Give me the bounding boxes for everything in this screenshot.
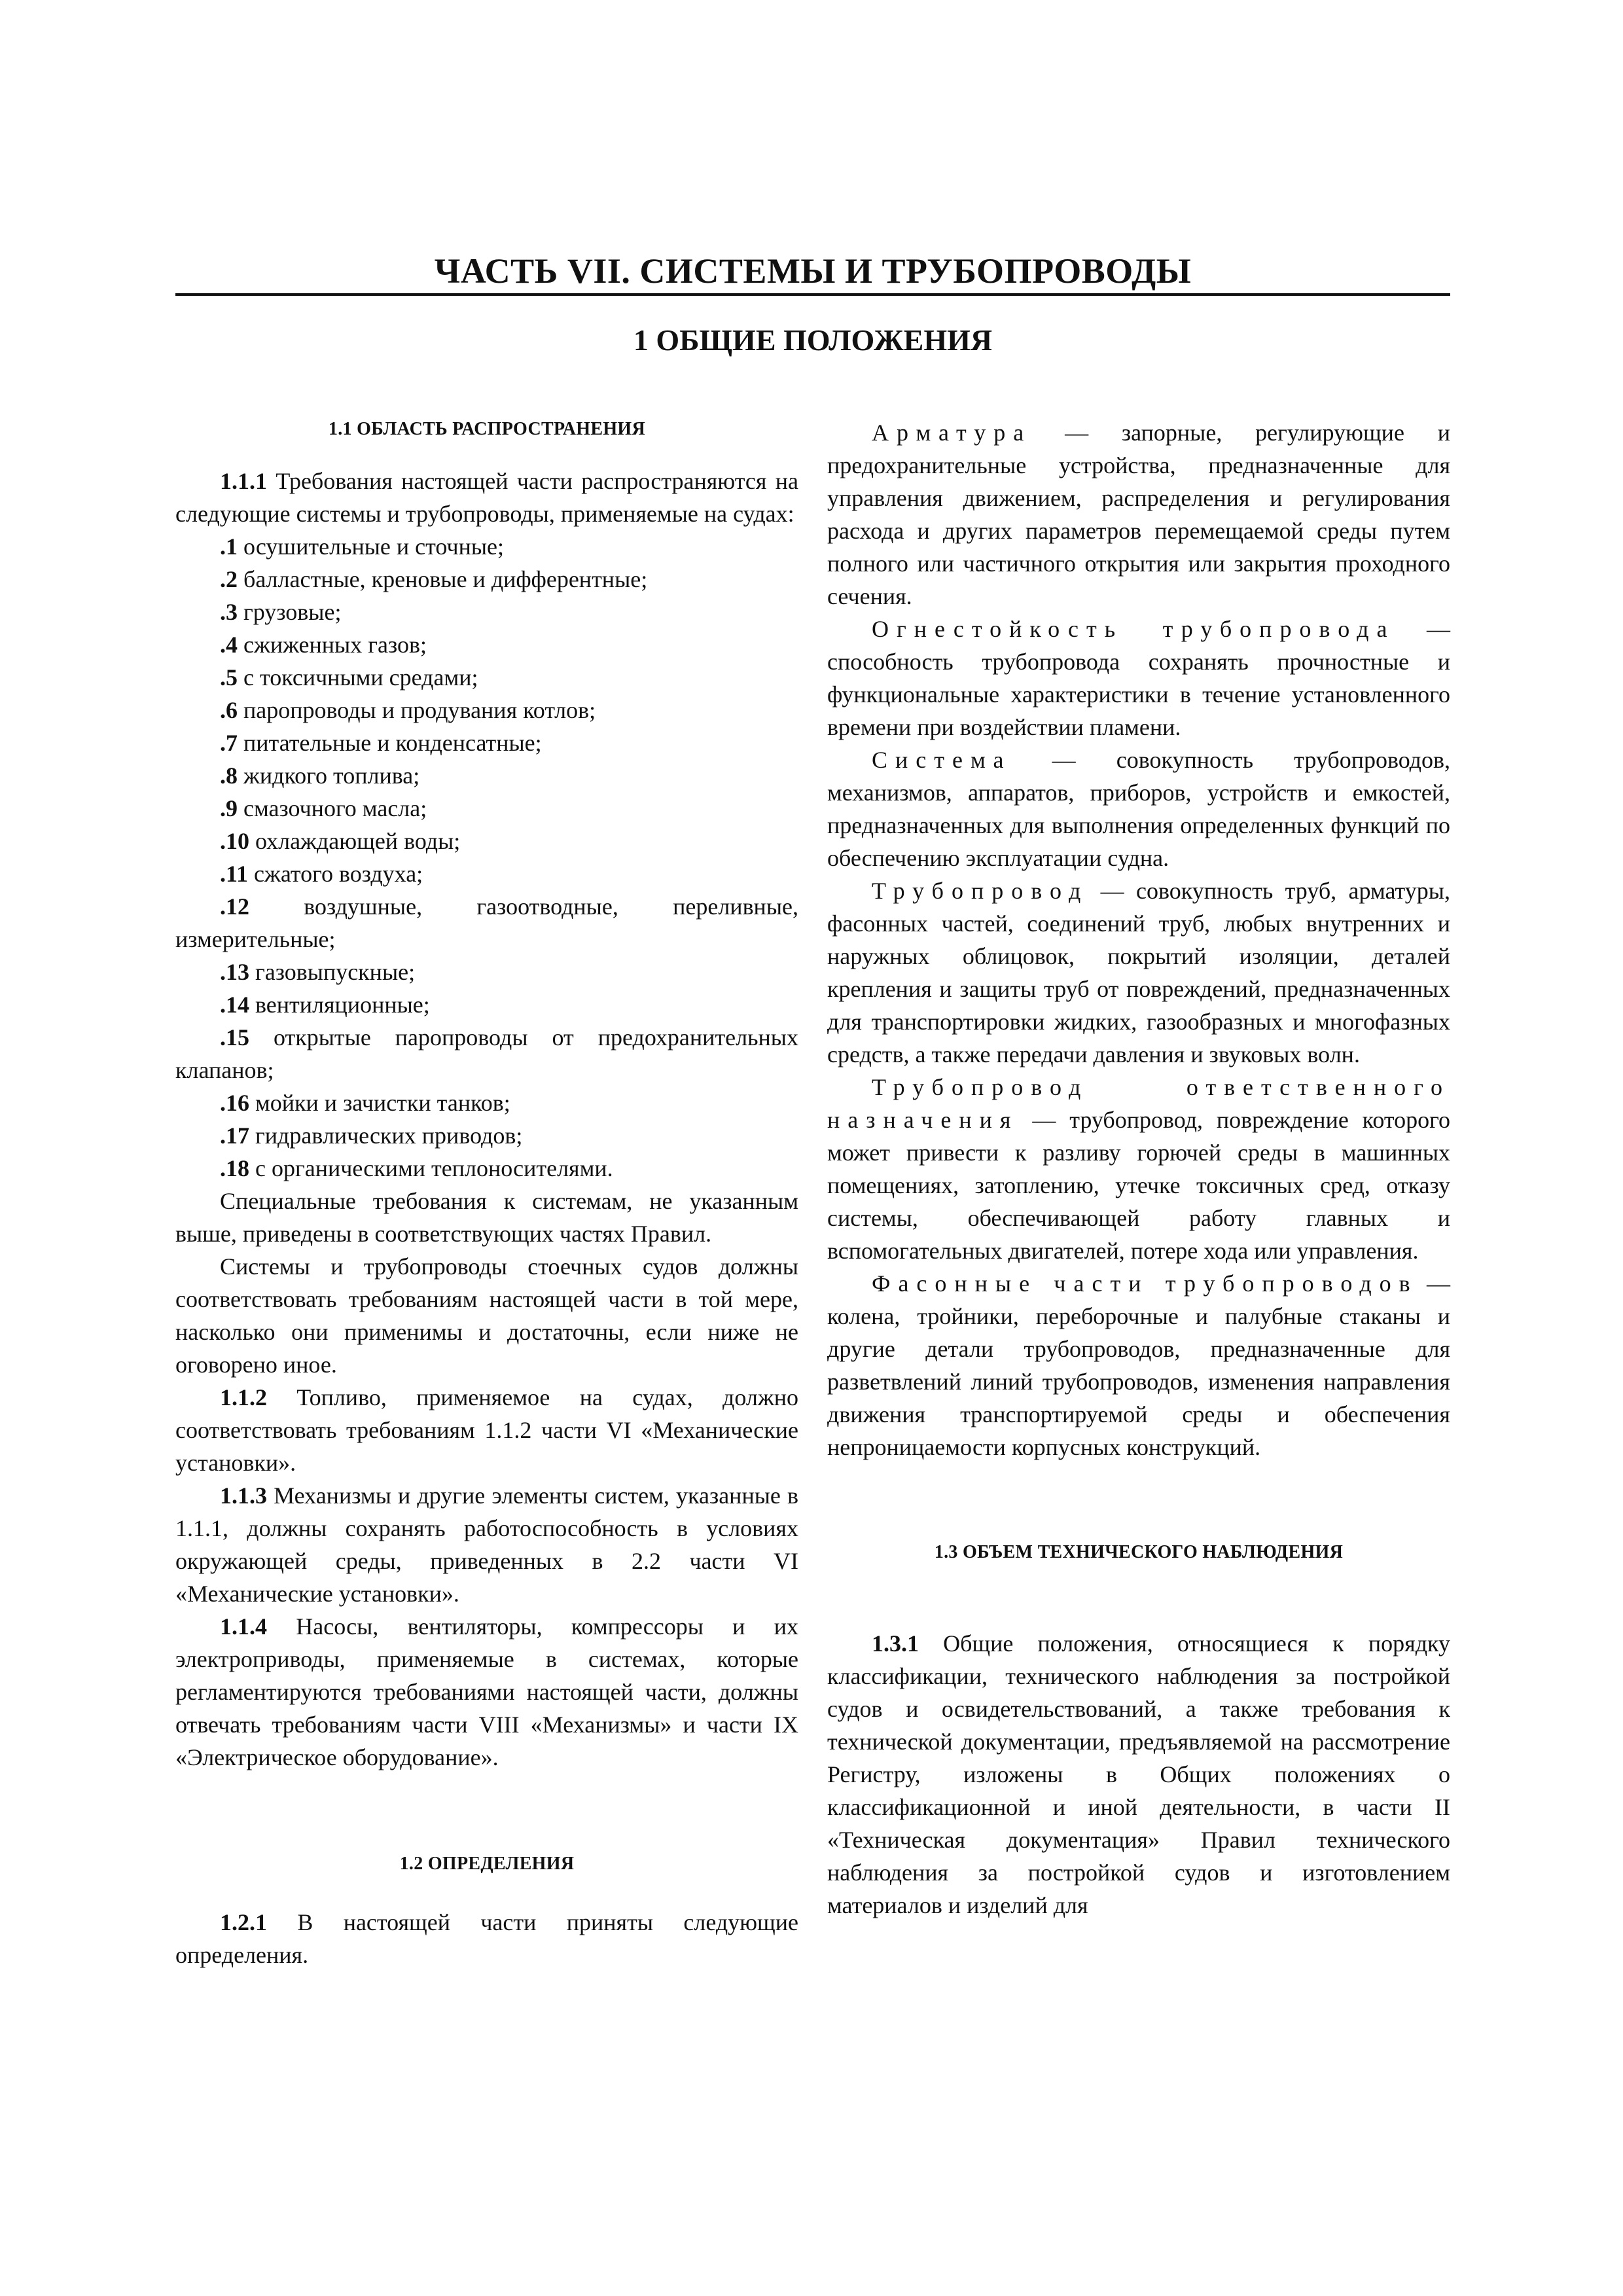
definition-pipeline: Трубопровод — совокупность труб, арматуры, фасонных частей, соединений труб, любых внутренних и наружных облицовок, покрытий изоляции, деталей крепления и защиты труб от повреждений, предназначенных для транспортировки жидких, газообразных и многофазных средств, а также передачи давления и звуковых волн. bbox=[827, 878, 1450, 1067]
clause-number: 1.1.1 bbox=[220, 468, 267, 494]
paragraph-special: Специальные требования к системам, не указанным выше, приведены в соответствующих частях Правил. bbox=[175, 1188, 798, 1247]
right-column bbox=[827, 416, 1450, 1922]
definition-term: Трубопровод ответственного назначения bbox=[827, 1074, 1450, 1133]
definition-armatura: Арматура — запорные, регулирующие и предохранительные устройства, предназначенные для управления движением, распределения и регулирования расхода и других параметров перемещаемой среды путем полного или частичного открытия или закрытия проходного сечения. bbox=[827, 420, 1450, 609]
clause-number: 1.1.2 bbox=[220, 1384, 267, 1410]
list-item: .8 жидкого топлива; bbox=[220, 762, 420, 789]
clause-number: 1.1.4 bbox=[220, 1613, 267, 1640]
definition-system: Система — совокупность трубопроводов, механизмов, аппаратов, приборов, устройств и емкостей, предназначенных для выполнения определенных функций по обеспечению эксплуатации судна. bbox=[827, 747, 1450, 871]
list-item: .18 с органическими теплоносителями. bbox=[220, 1155, 613, 1181]
list-item: .11 сжатого воздуха; bbox=[220, 861, 423, 887]
part-title: ЧАСТЬ VII. СИСТЕМЫ И ТРУБОПРОВОДЫ bbox=[434, 251, 1192, 291]
list-item: .14 вентиляционные; bbox=[220, 992, 430, 1018]
section-heading-1-1: 1.1 ОБЛАСТЬ РАСПРОСТРАНЕНИЯ bbox=[328, 419, 646, 439]
list-item: .9 смазочного масла; bbox=[220, 795, 427, 821]
paragraph-1-2-1: 1.2.1 В настоящей части приняты следующие определения. bbox=[175, 1909, 798, 1968]
list-item: .10 охлаждающей воды; bbox=[220, 828, 461, 854]
definition-critical-pipeline: Трубопровод ответственного назначения — трубопровод, повреждение которого может привести к разливу горючей среды в машинных помещениях, затоплению, утечке токсичных сред, отказу системы, обеспечивающей работу главных и вспомогательных двигателей, потере хода или управления. bbox=[827, 1074, 1450, 1264]
clause-number: 1.2.1 bbox=[220, 1909, 267, 1935]
definition-fittings: Фасонные части трубопроводов — колена, тройники, переборочные и палубные стаканы и другие детали трубопроводов, предназначенные для разветвлений линий трубопроводов, изменения направления движения транспортируемой среды и обеспечения непроницаемости корпусных конструкций. bbox=[827, 1270, 1451, 1460]
paragraph-1-1-2: 1.1.2 Топливо, применяемое на судах, должно соответствовать требованиям 1.1.2 части VI «Механические установки». bbox=[175, 1384, 798, 1476]
definition-term: Фасонные части трубопроводов bbox=[872, 1270, 1418, 1297]
list-item: .2 балластные, креновые и дифферентные; bbox=[220, 566, 648, 592]
definition-term: Огнестойкость трубопровода bbox=[872, 616, 1395, 642]
paragraph-1-3-1: 1.3.1 Общие положения, относящиеся к порядку классификации, технического наблюдения за постройкой судов и освидетельствований, а также требования к технической документации, предъявляемой на рассмотрение Регистру, изложены в Общих положениях о классификационной и иной деятельности, в части II «Техническая документация» Правил технического наблюдения за постройкой судов и изготовлением материалов и изделий для bbox=[827, 1630, 1450, 1918]
paragraph-1-1-3: 1.1.3 Механизмы и другие элементы систем, указанные в 1.1.1, должны сохранять работоспособность в условиях окружающей среды, приведенных в 2.2 части VI «Механические установки». bbox=[175, 1482, 798, 1607]
clause-number: 1.1.3 bbox=[220, 1482, 267, 1509]
list-item: .13 газовыпускные; bbox=[220, 959, 416, 985]
list-item: .4 сжиженных газов; bbox=[220, 632, 427, 658]
definition-term: Трубопровод bbox=[872, 878, 1089, 904]
list-item: .5 с токсичными средами; bbox=[220, 664, 478, 691]
section-heading-1-3: 1.3 ОБЪЕМ ТЕХНИЧЕСКОГО НАБЛЮДЕНИЯ bbox=[934, 1542, 1344, 1562]
left-column bbox=[175, 416, 798, 1971]
title-rule bbox=[175, 293, 1450, 296]
list-item: .17 гидравлических приводов; bbox=[220, 1122, 523, 1149]
list-item: .3 грузовые; bbox=[220, 599, 342, 625]
chapter-title: 1 ОБЩИЕ ПОЛОЖЕНИЯ bbox=[633, 323, 993, 357]
paragraph-1-1-1: 1.1.1 Требования настоящей части распространяются на следующие системы и трубопроводы, применяемые на судах: bbox=[175, 468, 798, 527]
list-item: .16 мойки и зачистки танков; bbox=[220, 1090, 510, 1116]
paragraph-stationary: Системы и трубопроводы стоечных судов должны соответствовать требованиям настоящей части в той мере, насколько они применимы и достаточны, если ниже не оговорено иное. bbox=[175, 1253, 798, 1378]
list-item: .1 осушительные и сточные; bbox=[220, 533, 505, 560]
definition-fire-resistance: Огнестойкость трубопровода — способность трубопровода сохранять прочностные и функциональные характеристики в течение установленного времени при воздействии пламени. bbox=[827, 616, 1450, 740]
definition-term: Арматура bbox=[872, 420, 1032, 446]
clause-number: 1.3.1 bbox=[872, 1630, 919, 1657]
list-item: .12 воздушные, газоотводные, переливные, измерительные; bbox=[175, 893, 798, 952]
definition-term: Система bbox=[872, 747, 1012, 773]
paragraph-1-1-4: 1.1.4 Насосы, вентиляторы, компрессоры и их электроприводы, применяемые в системах, которые регламентируются требованиями настоящей части, должны отвечать требованиям части VIII «Механизмы» и части IX «Электрическое оборудование». bbox=[175, 1613, 798, 1770]
list-item: .15 открытые паропроводы от предохранительных клапанов; bbox=[175, 1024, 798, 1083]
list-item: .7 питательные и конденсатные; bbox=[220, 730, 542, 756]
list-item: .6 паропроводы и продувания котлов; bbox=[220, 697, 596, 723]
section-heading-1-2: 1.2 ОПРЕДЕЛЕНИЯ bbox=[399, 1854, 575, 1874]
